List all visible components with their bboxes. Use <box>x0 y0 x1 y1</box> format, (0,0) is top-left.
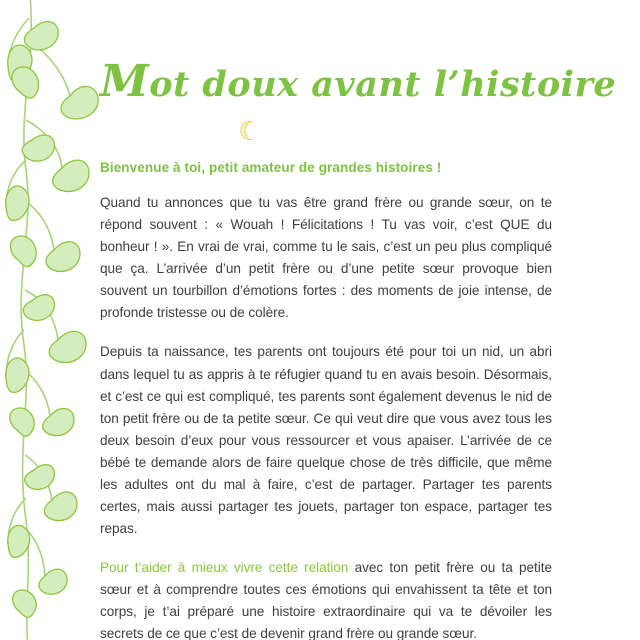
article-content <box>100 0 617 640</box>
body-paragraph-1: Quand tu annonces que tu vas être grand frère ou grande sœur, on te répond souvent : « Wouah ! Félicitations ! Tu vas voir, c’est QUE du bonheur ! ». En vrai de vrai, comme tu le sais, c’est un peu plus compliqué que ça. L’arrivée d’un petit frère ou d’une petite sœur provoque bien souvent un tourbillon d’émotions fortes : des moments de joie intense, de profonde tristesse ou de colère. <box>100 195 552 321</box>
moon-ornament <box>100 116 400 147</box>
page-title-initial: M <box>100 56 150 107</box>
page-title-rest-1: ot doux avant l <box>149 64 448 105</box>
welcome-lead: Bienvenue à toi, petit amateur de grandes histoires ! <box>100 160 442 176</box>
crescent-moon-icon: ☾ <box>238 116 262 147</box>
ivy-vine-illustration <box>0 0 115 640</box>
page-title-apostrophe: ’ <box>447 64 461 105</box>
page-title <box>100 0 617 107</box>
body-paragraph-3 <box>100 557 552 640</box>
page-title-rest-2: histoire <box>460 64 617 105</box>
highlight-phrase: Pour t’aider à mieux vivre cette relation <box>100 559 349 575</box>
body-paragraph-3-rest: avec ton petit frère ou ta petite sœur et à comprendre toutes ces émotions qui envahissent ta tête et ton corps, je t’ai préparé une histoire extraordinaire qui va te dévoiler les secrets de ce que c’est de devenir grand frère ou grande sœur. <box>100 559 552 640</box>
body-paragraph-2: Depuis ta naissance, tes parents ont toujours été pour toi un nid, un abri dans lequel tu as appris à te réfugier quand tu en avais besoin. Désormais, et c’est ce qui est compliqué, tes parents sont également devenus le nid de ton petit frère ou de ta petite sœur. Ce qui veut dire que vous avez tous les deux besoin d’eux pour vous ressourcer et vous apaiser. L’arrivée de ce bébé te demande alors de faire quelque chose de très difficile, que même les adultes ont du mal à faire, c’est de partager. Partager tes parents certes, mais aussi partager tes jouets, partager ton espace, partager tes repas. <box>100 344 552 536</box>
